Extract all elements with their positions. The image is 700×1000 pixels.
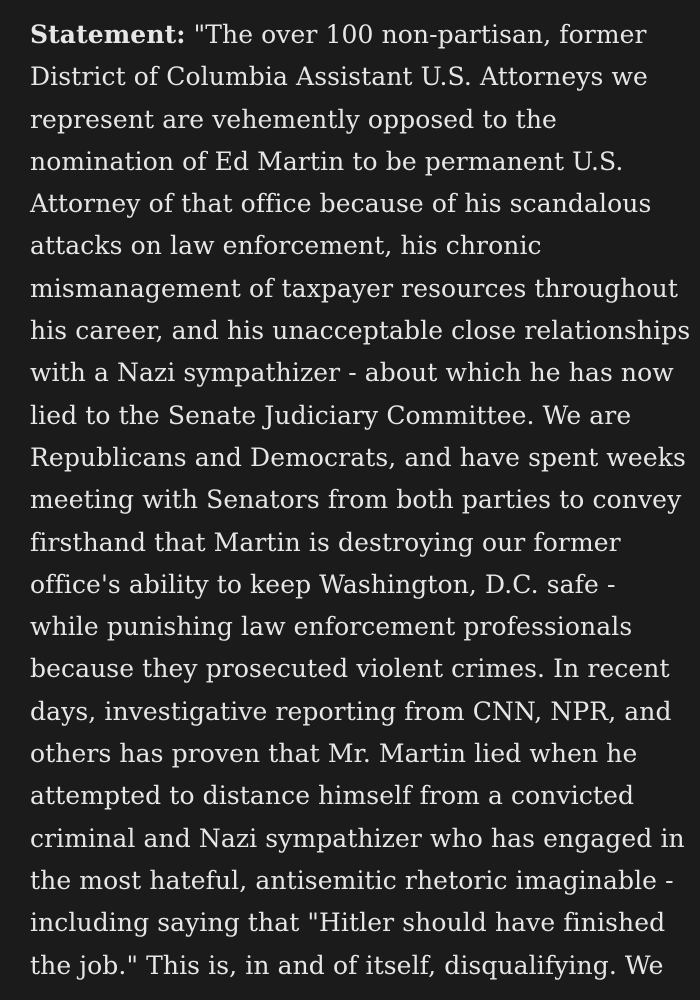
statement-line: attacks on law enforcement, his chronic [30,231,542,261]
statement-line [30,14,670,56]
statement-line: with a Nazi sympathizer - about which he has now [30,358,674,388]
statement-line: days, investigative reporting from CNN, NPR, and [30,696,672,726]
statement-line: because they prosecuted violent crimes. In recent [30,654,670,684]
statement-line: Attorney of that office because of his scandalous [30,189,652,219]
statement-line: while punishing law enforcement professionals [30,612,633,642]
statement-line: mismanagement of taxpayer resources throughout [30,273,678,303]
statement-line: the most hateful, antisemitic rhetoric imaginable - [30,865,674,895]
statement-line: meeting with Senators from both parties to convey [30,485,682,515]
statement-line: lied to the Senate Judiciary Committee. We are [30,400,632,430]
statement-line: including saying that "Hitler should have finished [30,908,666,938]
statement-line: criminal and Nazi sympathizer who has engaged in [30,823,685,853]
statement-line: others has proven that Mr. Martin lied when he [30,739,638,769]
statement-line: represent are vehemently opposed to the [30,104,557,134]
statement-paragraph [30,14,691,987]
statement-line: his career, and his unacceptable close relationships [30,316,691,346]
statement-line: nomination of Ed Martin to be permanent U.S. [30,146,624,176]
statement-line: the job." This is, in and of itself, disqualifying. We [30,950,664,980]
statement-line: District of Columbia Assistant U.S. Attorneys we [30,62,648,92]
statement-label: Statement: [30,20,186,49]
statement-line: attempted to distance himself from a convicted [30,781,635,811]
statement-text: "The over 100 non-partisan, former [185,20,647,49]
statement-line: Republicans and Democrats, and have spent weeks [30,442,686,472]
statement-line: office's ability to keep Washington, D.C. safe - [30,569,616,599]
statement-line: firsthand that Martin is destroying our former [30,527,621,557]
